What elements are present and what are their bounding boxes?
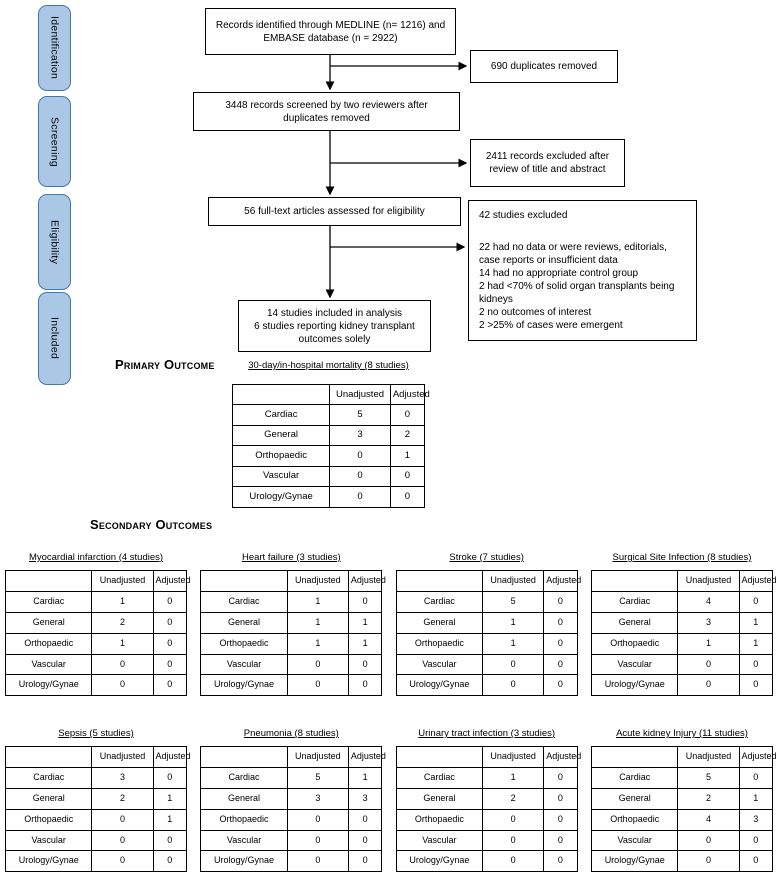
- fulltext-assessed-text: 56 full-text articles assessed for eligibility: [244, 206, 425, 217]
- value-cell: 3: [287, 788, 348, 809]
- row-label: Urology/Gynae: [6, 851, 92, 872]
- outcome-table-title: Surgical Site Infection (8 studies): [612, 552, 752, 563]
- value-cell: 1: [348, 633, 381, 654]
- column-header: Adjusted: [390, 385, 424, 405]
- row-label: Cardiac: [6, 591, 92, 612]
- value-cell: 3: [348, 788, 381, 809]
- value-cell: 0: [287, 654, 348, 675]
- outcome-table: [5, 746, 191, 872]
- value-cell: 1: [92, 591, 153, 612]
- corner-cell: [201, 747, 287, 768]
- table-row: [396, 830, 577, 851]
- row-label: Cardiac: [396, 591, 482, 612]
- column-header: Adjusted: [348, 571, 381, 592]
- row-label: Orthopaedic: [233, 446, 330, 466]
- outcome-table-title: Urinary tract infection (3 studies): [418, 728, 556, 739]
- table-row: [591, 851, 772, 872]
- outcome-table-host: [591, 746, 777, 872]
- stage-label: Screening: [48, 116, 61, 167]
- header-row: [233, 385, 425, 405]
- value-cell: 0: [739, 675, 772, 696]
- value-cell: 0: [92, 851, 153, 872]
- corner-cell: [396, 747, 482, 768]
- value-cell: 0: [739, 830, 772, 851]
- column-header: Unadjusted: [678, 571, 739, 592]
- corner-cell: [233, 385, 330, 405]
- outcome-section-stroke: [396, 552, 582, 696]
- table-row: [6, 851, 187, 872]
- studies-included-line: 14 studies included in analysis: [266, 307, 403, 319]
- column-header: Unadjusted: [330, 385, 391, 405]
- value-cell: 5: [287, 767, 348, 788]
- row-label: Vascular: [6, 654, 92, 675]
- table-row: [6, 809, 187, 830]
- outcome-table-host: [591, 570, 777, 696]
- table-row: [396, 851, 577, 872]
- value-cell: 0: [739, 591, 772, 612]
- value-cell: 0: [544, 612, 577, 633]
- table-row: [396, 788, 577, 809]
- table-row: [591, 633, 772, 654]
- outcome-table-title: Stroke (7 studies): [449, 552, 524, 563]
- value-cell: 5: [483, 591, 544, 612]
- row-label: Cardiac: [591, 767, 677, 788]
- row-label: Vascular: [396, 654, 482, 675]
- row-label: Orthopaedic: [591, 809, 677, 830]
- duplicates-removed-box: [470, 50, 618, 83]
- row-label: General: [396, 788, 482, 809]
- row-label: Orthopaedic: [591, 633, 677, 654]
- table-row: [591, 675, 772, 696]
- value-cell: 0: [544, 809, 577, 830]
- row-label: Vascular: [6, 830, 92, 851]
- value-cell: 0: [739, 767, 772, 788]
- value-cell: 1: [287, 591, 348, 612]
- header-row: [591, 747, 772, 768]
- outcome-section-acute-kidney-injury: [591, 728, 777, 872]
- table-row: [233, 425, 425, 445]
- value-cell: 0: [544, 675, 577, 696]
- table-row: [6, 675, 187, 696]
- value-cell: 0: [330, 446, 391, 466]
- outcome-section-myocardial-infarction: [5, 552, 191, 696]
- row-label: Cardiac: [6, 767, 92, 788]
- column-header: Adjusted: [739, 571, 772, 592]
- outcome-table-title: Myocardial infarction (4 studies): [28, 552, 164, 563]
- column-header: Adjusted: [153, 571, 186, 592]
- outcome-table-host: [396, 746, 582, 872]
- column-header: Adjusted: [544, 747, 577, 768]
- value-cell: 0: [544, 654, 577, 675]
- row-label: General: [201, 612, 287, 633]
- row-label: Urology/Gynae: [201, 675, 287, 696]
- value-cell: 0: [348, 654, 381, 675]
- studies-excluded-title: 42 studies excluded: [479, 210, 568, 221]
- value-cell: 0: [739, 851, 772, 872]
- header-row: [396, 571, 577, 592]
- value-cell: 0: [153, 654, 186, 675]
- value-cell: 1: [348, 767, 381, 788]
- table-row: [201, 830, 382, 851]
- table-row: [201, 591, 382, 612]
- table-row: [591, 830, 772, 851]
- outcome-table-host: [200, 746, 386, 872]
- table-row: [201, 788, 382, 809]
- column-header: Unadjusted: [678, 747, 739, 768]
- value-cell: 0: [287, 851, 348, 872]
- column-header: Unadjusted: [483, 571, 544, 592]
- value-cell: 1: [153, 809, 186, 830]
- value-cell: 3: [92, 767, 153, 788]
- table-row: [233, 446, 425, 466]
- value-cell: 1: [287, 612, 348, 633]
- table-row: [233, 466, 425, 486]
- value-cell: 0: [483, 654, 544, 675]
- table-row: [396, 612, 577, 633]
- exclusion-reason: 22 had no data or were reviews, editorials, case reports or insufficient data: [479, 242, 667, 266]
- value-cell: 1: [739, 788, 772, 809]
- column-header: Adjusted: [739, 747, 772, 768]
- corner-cell: [6, 747, 92, 768]
- corner-cell: [591, 571, 677, 592]
- primary-outcome-title: 30-day/in-hospital mortality (8 studies): [248, 360, 409, 371]
- outcome-table: [591, 570, 777, 696]
- column-header: Adjusted: [544, 571, 577, 592]
- value-cell: 0: [153, 767, 186, 788]
- duplicates-removed-text: 690 duplicates removed: [490, 61, 598, 72]
- row-label: Vascular: [591, 830, 677, 851]
- row-label: Urology/Gynae: [396, 675, 482, 696]
- outcome-table: [232, 384, 430, 508]
- outcome-table-host: [5, 746, 191, 872]
- table-row: [6, 591, 187, 612]
- value-cell: 0: [330, 466, 391, 486]
- exclusion-reason: 2 had <70% of solid organ transplants being kidneys: [479, 281, 675, 305]
- value-cell: 1: [483, 633, 544, 654]
- value-cell: 0: [348, 591, 381, 612]
- value-cell: 0: [544, 633, 577, 654]
- value-cell: 1: [348, 612, 381, 633]
- value-cell: 4: [678, 809, 739, 830]
- outcome-table-title: Acute kidney Injury (11 studies): [616, 728, 748, 739]
- row-label: Urology/Gynae: [233, 487, 330, 507]
- row-label: Urology/Gynae: [396, 851, 482, 872]
- table-row: [591, 591, 772, 612]
- records-excluded-text: 2411 records excluded after review of title and abstract: [485, 151, 610, 175]
- table-row: [201, 851, 382, 872]
- row-label: Orthopaedic: [201, 809, 287, 830]
- records-screened-box: [193, 92, 460, 131]
- header-row: [6, 747, 187, 768]
- table-row: [6, 767, 187, 788]
- table-row: [201, 809, 382, 830]
- column-header: Unadjusted: [287, 571, 348, 592]
- exclusion-reason: 14 had no appropriate control group: [479, 268, 639, 279]
- value-cell: 3: [739, 809, 772, 830]
- table-row: [6, 788, 187, 809]
- value-cell: 1: [390, 446, 424, 466]
- value-cell: 0: [390, 487, 424, 507]
- row-label: Orthopaedic: [201, 633, 287, 654]
- row-label: Cardiac: [233, 405, 330, 425]
- value-cell: 0: [390, 466, 424, 486]
- table-row: [6, 612, 187, 633]
- table-row: [6, 633, 187, 654]
- table-row: [396, 591, 577, 612]
- column-header: Unadjusted: [287, 747, 348, 768]
- value-cell: 2: [92, 612, 153, 633]
- value-cell: 5: [678, 767, 739, 788]
- outcome-table: [396, 746, 582, 872]
- primary-outcome-table: [232, 384, 430, 508]
- value-cell: 0: [153, 851, 186, 872]
- value-cell: 0: [287, 830, 348, 851]
- value-cell: 0: [544, 788, 577, 809]
- value-cell: 0: [153, 612, 186, 633]
- outcome-table-title: Pneumonia (8 studies): [243, 728, 339, 739]
- value-cell: 0: [544, 591, 577, 612]
- studies-included-box: [238, 300, 431, 352]
- stage-label: Identification: [48, 16, 61, 80]
- header-row: [396, 747, 577, 768]
- value-cell: 2: [92, 788, 153, 809]
- corner-cell: [591, 747, 677, 768]
- outcome-table-title: Sepsis (5 studies): [58, 728, 134, 739]
- value-cell: 0: [348, 675, 381, 696]
- value-cell: 0: [483, 809, 544, 830]
- table-row: [396, 654, 577, 675]
- value-cell: 0: [330, 487, 391, 507]
- value-cell: 1: [153, 788, 186, 809]
- value-cell: 0: [348, 809, 381, 830]
- outcome-section-surgical-site-infection: [591, 552, 777, 696]
- value-cell: 1: [483, 767, 544, 788]
- table-row: [591, 788, 772, 809]
- column-header: Unadjusted: [92, 571, 153, 592]
- value-cell: 0: [153, 675, 186, 696]
- table-row: [396, 809, 577, 830]
- outcome-table-host: [396, 570, 582, 696]
- outcome-table: [200, 570, 386, 696]
- header-row: [591, 571, 772, 592]
- table-row: [201, 767, 382, 788]
- row-label: Urology/Gynae: [591, 675, 677, 696]
- value-cell: 0: [287, 675, 348, 696]
- records-identified-text: Records identified through MEDLINE (n= 1216) and EMBASE database (n = 2922): [215, 19, 446, 44]
- value-cell: 1: [92, 633, 153, 654]
- studies-included-line: 6 studies reporting kidney transplant outcomes solely: [254, 320, 415, 345]
- value-cell: 1: [739, 612, 772, 633]
- column-header: Unadjusted: [92, 747, 153, 768]
- row-label: Cardiac: [591, 591, 677, 612]
- fulltext-assessed-box: [208, 197, 461, 226]
- row-label: General: [6, 612, 92, 633]
- stage-label: Eligibility: [48, 219, 61, 265]
- records-excluded-box: [470, 139, 625, 187]
- table-row: [396, 633, 577, 654]
- value-cell: 0: [678, 851, 739, 872]
- table-row: [591, 612, 772, 633]
- outcome-section-urinary-tract-infection: [396, 728, 582, 872]
- table-row: [233, 405, 425, 425]
- value-cell: 0: [92, 809, 153, 830]
- table-row: [201, 612, 382, 633]
- column-header: Adjusted: [348, 747, 381, 768]
- value-cell: 0: [92, 830, 153, 851]
- studies-excluded-box: [468, 200, 697, 341]
- value-cell: 0: [153, 830, 186, 851]
- row-label: General: [233, 425, 330, 445]
- outcome-table-host: [200, 570, 386, 696]
- exclusion-reason: 2 no outcomes of interest: [479, 307, 592, 318]
- outcome-section-heart-failure: [200, 552, 386, 696]
- value-cell: 0: [544, 830, 577, 851]
- header-row: [6, 571, 187, 592]
- primary-outcome-label: Primary Outcome: [115, 357, 215, 372]
- table-row: [591, 767, 772, 788]
- table-row: [591, 809, 772, 830]
- value-cell: 0: [92, 654, 153, 675]
- value-cell: 1: [678, 633, 739, 654]
- secondary-outcomes-label: Secondary Outcomes: [90, 517, 213, 532]
- row-label: General: [201, 788, 287, 809]
- table-row: [201, 654, 382, 675]
- value-cell: 4: [678, 591, 739, 612]
- row-label: Vascular: [233, 466, 330, 486]
- value-cell: 0: [153, 633, 186, 654]
- row-label: Cardiac: [201, 767, 287, 788]
- records-screened-text: 3448 records screened by two reviewers after duplicates removed: [225, 99, 428, 124]
- value-cell: 0: [678, 675, 739, 696]
- value-cell: 0: [483, 675, 544, 696]
- value-cell: 0: [483, 851, 544, 872]
- outcome-table-title: Heart failure (3 studies): [241, 552, 341, 563]
- stage-included: [38, 292, 71, 385]
- outcome-table: [396, 570, 582, 696]
- outcome-table: [591, 746, 777, 872]
- value-cell: 0: [544, 767, 577, 788]
- value-cell: 0: [678, 830, 739, 851]
- table-row: [6, 654, 187, 675]
- corner-cell: [396, 571, 482, 592]
- value-cell: 0: [678, 654, 739, 675]
- row-label: Vascular: [201, 830, 287, 851]
- row-label: Vascular: [396, 830, 482, 851]
- outcome-table: [200, 746, 386, 872]
- row-label: General: [396, 612, 482, 633]
- row-label: Cardiac: [201, 591, 287, 612]
- column-header: Unadjusted: [483, 747, 544, 768]
- row-label: Vascular: [201, 654, 287, 675]
- outcome-table-host: [5, 570, 191, 696]
- value-cell: 0: [348, 851, 381, 872]
- stage-identification: [38, 5, 71, 91]
- corner-cell: [6, 571, 92, 592]
- stage-eligibility: [38, 194, 71, 290]
- row-label: Orthopaedic: [396, 809, 482, 830]
- header-row: [201, 747, 382, 768]
- value-cell: 1: [483, 612, 544, 633]
- row-label: General: [591, 612, 677, 633]
- outcome-section-pneumonia: [200, 728, 386, 872]
- table-row: [591, 654, 772, 675]
- row-label: General: [6, 788, 92, 809]
- corner-cell: [201, 571, 287, 592]
- value-cell: 0: [287, 809, 348, 830]
- table-row: [6, 830, 187, 851]
- value-cell: 1: [739, 633, 772, 654]
- value-cell: 2: [678, 788, 739, 809]
- stage-label: Included: [48, 317, 61, 360]
- records-identified-box: [205, 8, 456, 55]
- column-header: Adjusted: [153, 747, 186, 768]
- table-row: [396, 675, 577, 696]
- secondary-tables-row-2: [0, 728, 778, 872]
- row-label: Urology/Gynae: [591, 851, 677, 872]
- row-label: Cardiac: [396, 767, 482, 788]
- secondary-tables-row-1: [0, 552, 778, 696]
- stage-screening: [38, 96, 71, 187]
- exclusion-reason: 2 >25% of cases were emergent: [479, 320, 623, 331]
- table-row: [201, 675, 382, 696]
- header-row: [201, 571, 382, 592]
- value-cell: 0: [390, 405, 424, 425]
- value-cell: 2: [483, 788, 544, 809]
- table-row: [201, 633, 382, 654]
- row-label: Orthopaedic: [396, 633, 482, 654]
- row-label: Urology/Gynae: [6, 675, 92, 696]
- row-label: Orthopaedic: [6, 809, 92, 830]
- row-label: Orthopaedic: [6, 633, 92, 654]
- value-cell: 1: [287, 633, 348, 654]
- value-cell: 0: [544, 851, 577, 872]
- outcome-table: [5, 570, 191, 696]
- value-cell: 0: [483, 830, 544, 851]
- table-row: [396, 767, 577, 788]
- table-row: [233, 487, 425, 507]
- value-cell: 0: [92, 675, 153, 696]
- value-cell: 3: [330, 425, 391, 445]
- value-cell: 0: [153, 591, 186, 612]
- value-cell: 2: [390, 425, 424, 445]
- value-cell: 0: [739, 654, 772, 675]
- row-label: Vascular: [591, 654, 677, 675]
- value-cell: 3: [678, 612, 739, 633]
- row-label: Urology/Gynae: [201, 851, 287, 872]
- value-cell: 0: [348, 830, 381, 851]
- row-label: General: [591, 788, 677, 809]
- value-cell: 5: [330, 405, 391, 425]
- outcome-section-sepsis: [5, 728, 191, 872]
